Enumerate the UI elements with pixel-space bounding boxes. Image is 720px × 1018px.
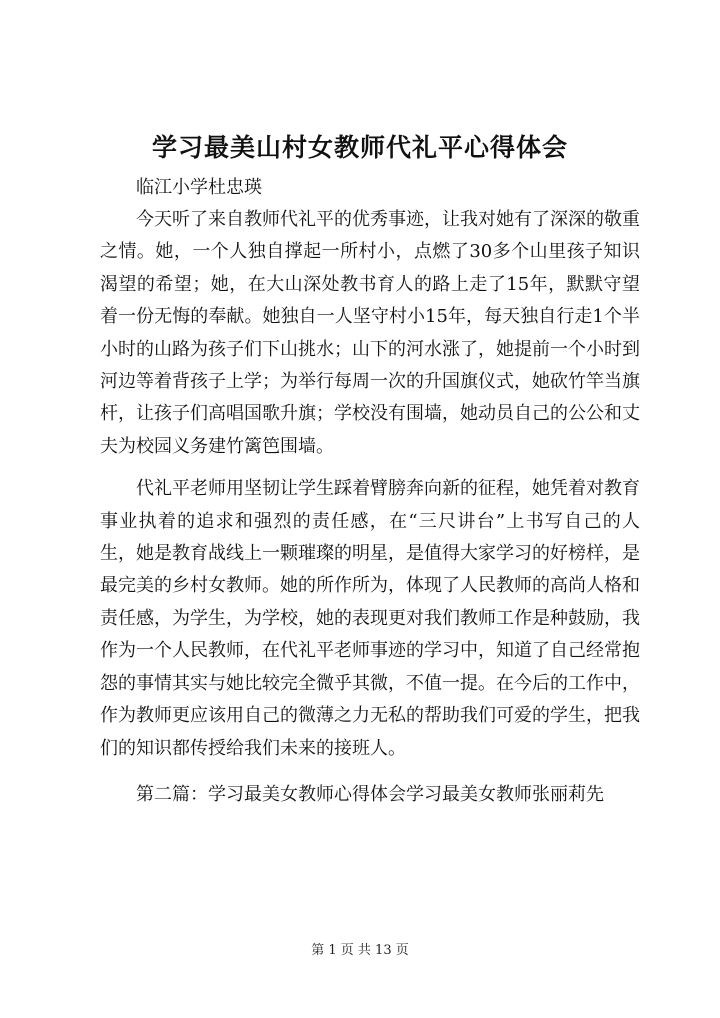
paragraph-2: 代礼平老师用坚韧让学生踩着臂膀奔向新的征程，她凭着对教育事业执着的追求和强烈的责任感，在“三尺讲台”上书写自己的人生，她是教育战线上一颗璀璨的明星，是值得大家学习的好榜样，是最完美的乡村女教师。她的所作所为，体现了人民教师的高尚人格和责任感，为学生，为学校，她的表现更对我们教师工作是种鼓励，我作为一个人民教师，在代礼平老师事迹的学习中，知道了自己经常抱怨的事情其实与她比较完全微乎其微，不值一提。在今后的工作中，作为教师更应该用自己的微薄之力无私的帮助我们可爱的学生，把我们的知识都传授给我们未来的接班人。 bbox=[100, 478, 640, 759]
page-number-footer: 第 1 页 共 13 页 bbox=[311, 943, 409, 958]
paragraph-1: 今天听了来自教师代礼平的优秀事迹，让我对她有了深深的敬重之情。她，一个人独自撑起一所村小，点燃了30多个山里孩子知识渴望的希望；她，在大山深处教书育人的路上走了15年，默默守望着一份无悔的奉献。她独自一人坚守村小15年，每天独自行走1个半小时的山路为孩子们下山挑水；山下的河水涨了，她提前一个小时到河边等着背孩子上学；为举行每周一次的升国旗仪式，她砍竹竿当旗杆，让孩子们高唱国歌升旗；学校没有围墙，她动员自己的公公和丈夫为校园义务建竹篱笆围墙。 bbox=[100, 209, 640, 457]
document-title: 学习最美山村女教师代礼平心得体会 bbox=[151, 133, 568, 162]
paragraph-3: 第二篇：学习最美女教师心得体会学习最美女教师张丽莉先 bbox=[136, 783, 604, 805]
document-body bbox=[100, 172, 640, 811]
author-line: 临江小学杜忠瑛 bbox=[136, 177, 262, 198]
